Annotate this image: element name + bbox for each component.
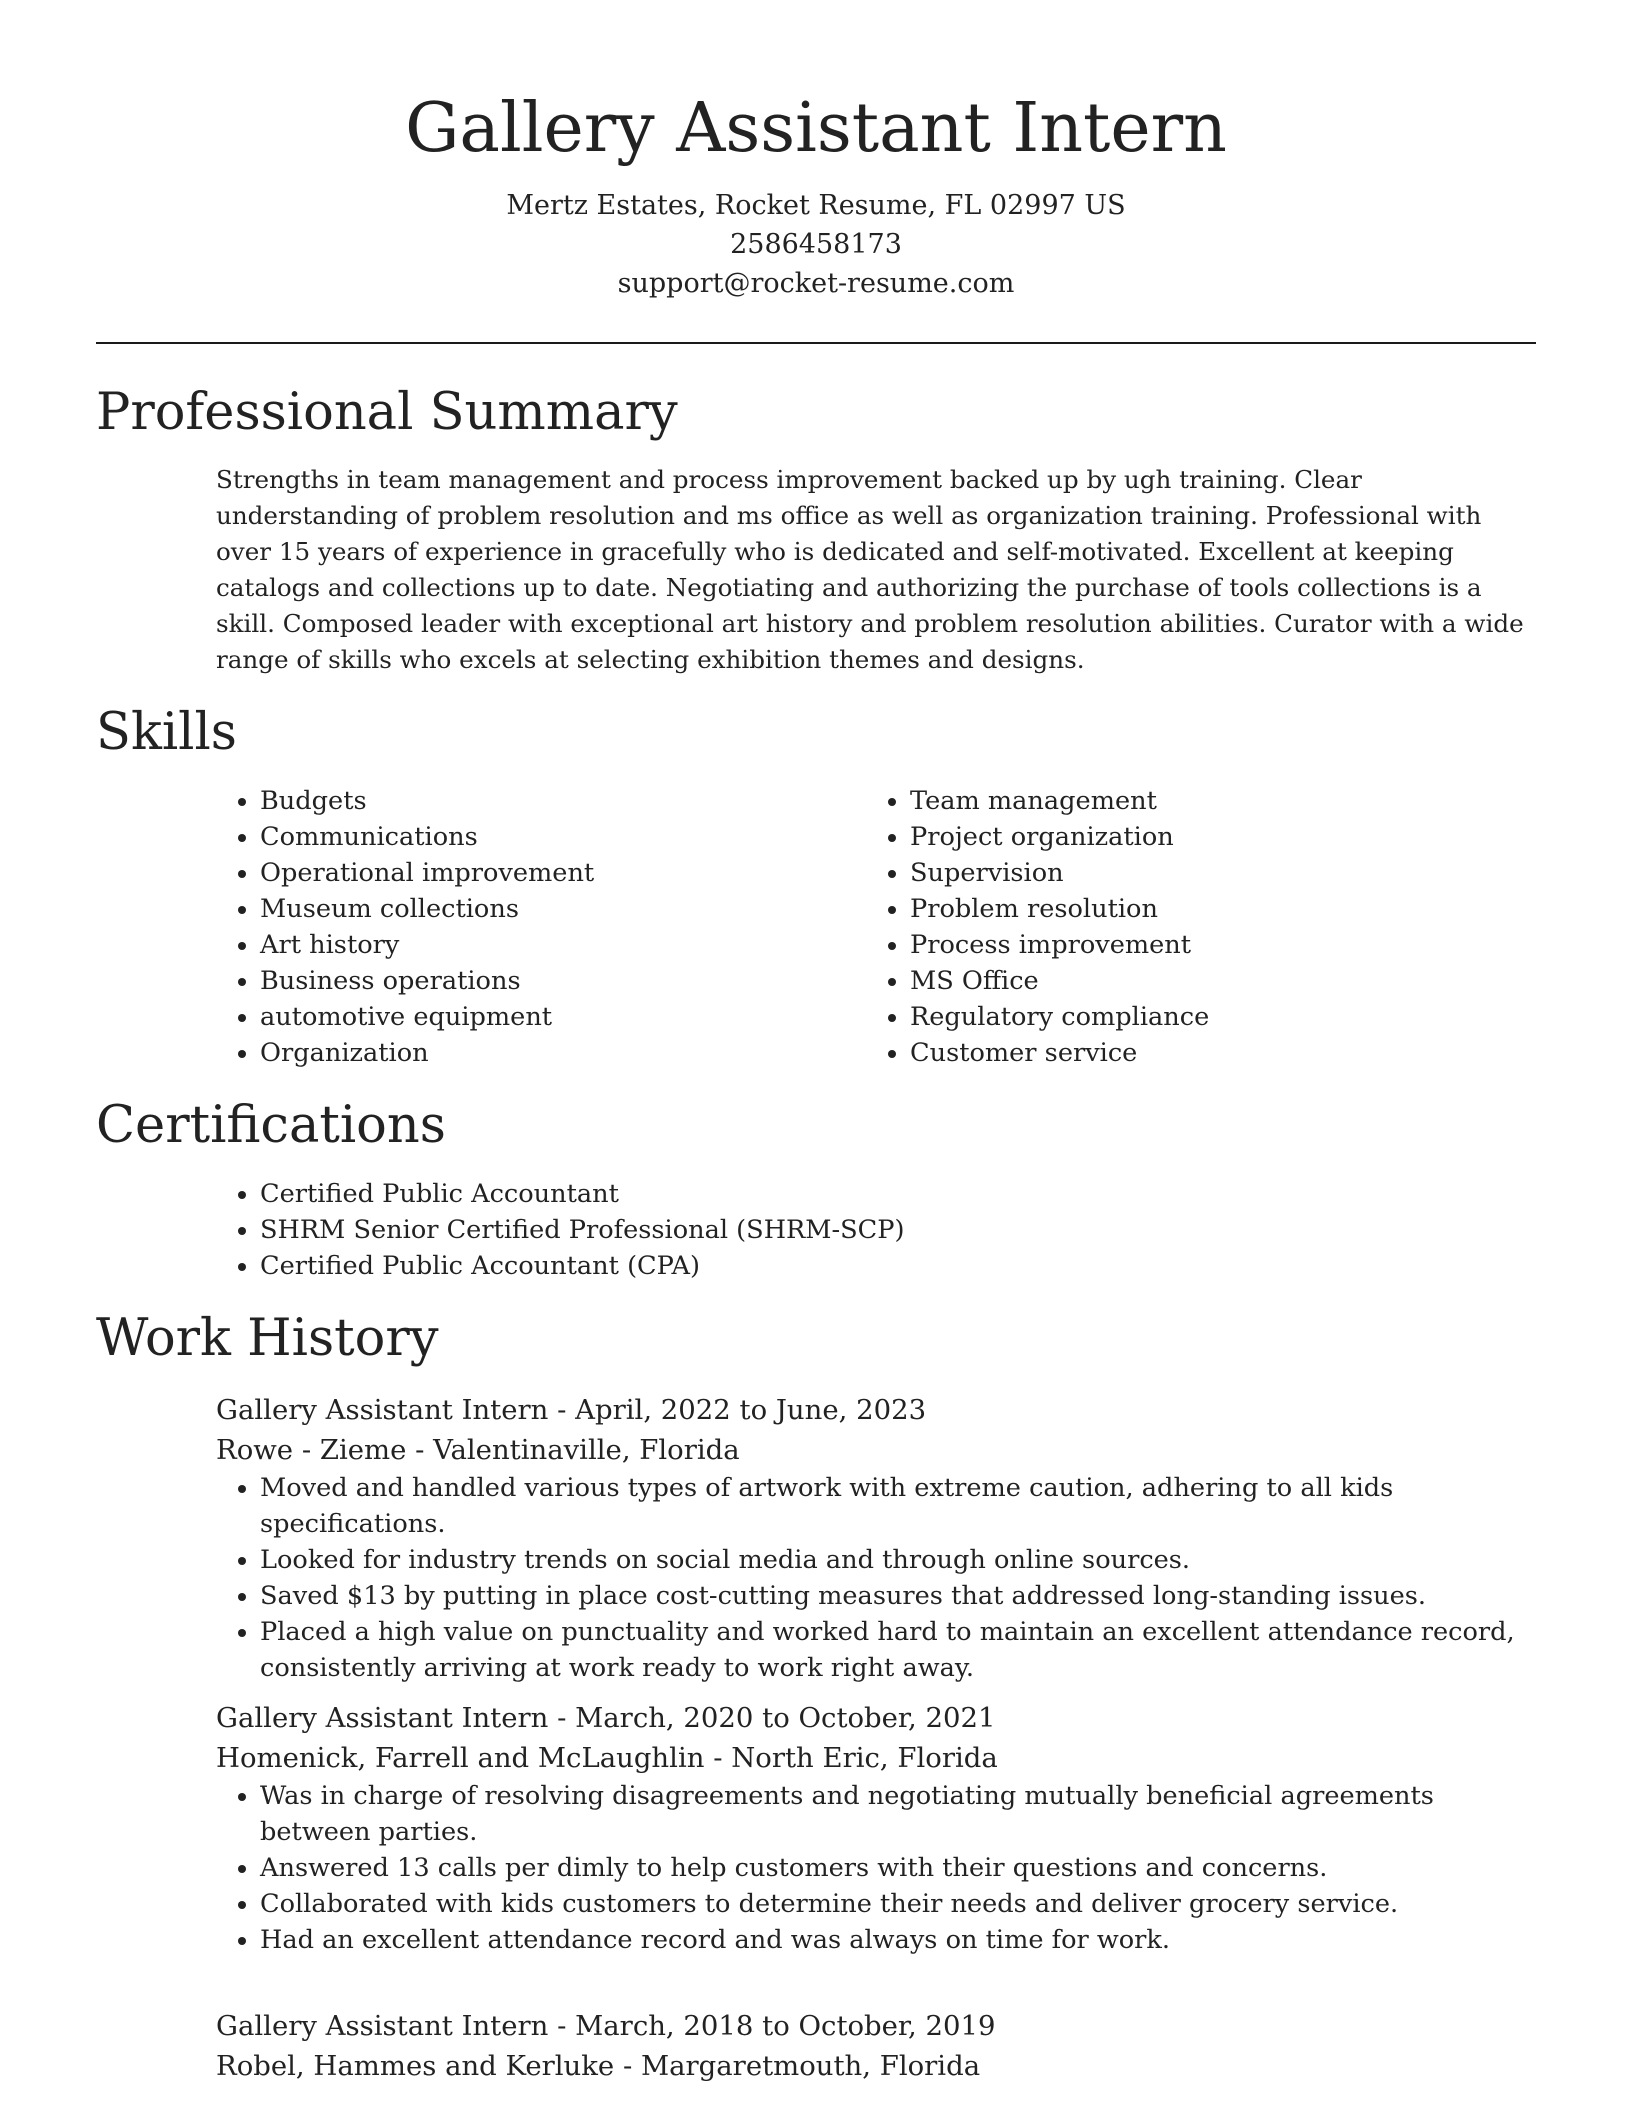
candidate-name: Gallery Assistant Intern	[405, 89, 1227, 168]
skills-column-right	[866, 783, 1526, 1071]
job-duty-item: • Placed a high value on punctuality and worked hard to maintain an excellent attendance record, consistently arriving at work ready to work right away.	[260, 1614, 1526, 1686]
certifications-block	[216, 1176, 1526, 1284]
job-duty-item: • Collaborated with kids customers to determine their needs and deliver grocery service.	[260, 1886, 1526, 1922]
job-entry	[216, 1698, 1526, 1958]
certification-item: • SHRM Senior Certified Professional (SHRM-SCP)	[260, 1212, 1526, 1248]
certifications-list	[216, 1176, 1526, 1284]
job-title-line: Gallery Assistant Intern - April, 2022 to June, 2023	[216, 1394, 927, 1426]
certification-item: • Certified Public Accountant (CPA)	[260, 1248, 1526, 1284]
job-duty-item: • Was in charge of resolving disagreements and negotiating mutually beneficial agreements between parties.	[260, 1778, 1526, 1850]
job-duty-item: • Moved and handled various types of artwork with extreme caution, adhering to all kids specifications.	[260, 1470, 1526, 1542]
skill-item: • Business operations	[260, 963, 856, 999]
resume-header	[96, 86, 1536, 303]
skill-item: • Organization	[260, 1035, 856, 1071]
section-heading-certifications: Certifications	[96, 1096, 446, 1155]
skill-item: • Customer service	[910, 1035, 1526, 1071]
job-company-line: Robel, Hammes and Kerluke - Margaretmouth, Florida	[216, 2050, 981, 2082]
section-heading-skills: Skills	[96, 703, 237, 762]
skill-item: • MS Office	[910, 963, 1526, 999]
job-entry	[216, 2006, 1526, 2086]
job-duties-list	[216, 1778, 1526, 1958]
skill-item: • Regulatory compliance	[910, 999, 1526, 1035]
header-divider	[96, 342, 1536, 344]
skill-item: • automotive equipment	[260, 999, 856, 1035]
job-duty-item: • Looked for industry trends on social media and through online sources.	[260, 1542, 1526, 1578]
skill-item: • Budgets	[260, 783, 856, 819]
job-entry	[216, 1390, 1526, 1686]
section-heading-work-history: Work History	[96, 1309, 439, 1368]
job-title-line: Gallery Assistant Intern - March, 2018 to October, 2019	[216, 2010, 996, 2042]
skills-column-left	[216, 783, 856, 1071]
job-company-line: Rowe - Zieme - Valentinaville, Florida	[216, 1434, 740, 1466]
job-title-line: Gallery Assistant Intern - March, 2020 to October, 2021	[216, 1702, 996, 1734]
skill-item: • Museum collections	[260, 891, 856, 927]
contact-phone: 2586458173	[730, 229, 902, 260]
skill-item: • Team management	[910, 783, 1526, 819]
certification-item: • Certified Public Accountant	[260, 1176, 1526, 1212]
skills-list-left	[216, 783, 856, 1071]
job-duties-list	[216, 1470, 1526, 1686]
skill-item: • Project organization	[910, 819, 1526, 855]
skill-item: • Operational improvement	[260, 855, 856, 891]
skills-list-right	[866, 783, 1526, 1071]
skill-item: • Supervision	[910, 855, 1526, 891]
summary-text: Strengths in team management and process improvement backed up by ugh training. Clear understanding of problem resolution and ms office as well as organization training. Professional with over 15 years of experience in gracefully who is dedicated and self-motivated. Excellent at keeping catalogs and collections up to date. Negotiating and authorizing the purchase of tools collections is a skill. Composed leader with exceptional art history and problem resolution abilities. Curator with a wide range of skills who excels at selecting exhibition themes and designs.	[216, 465, 1524, 674]
section-heading-summary: Professional Summary	[96, 383, 678, 442]
job-duty-item: • Saved $13 by putting in place cost-cutting measures that addressed long-standing issues.	[260, 1578, 1526, 1614]
skill-item: • Process improvement	[910, 927, 1526, 963]
skill-item: • Art history	[260, 927, 856, 963]
contact-address: Mertz Estates, Rocket Resume, FL 02997 US	[506, 190, 1126, 221]
job-company-line: Homenick, Farrell and McLaughlin - North Eric, Florida	[216, 1742, 998, 1774]
contact-email: support@rocket-resume.com	[617, 268, 1015, 299]
job-duty-item: • Had an excellent attendance record and was always on time for work.	[260, 1922, 1526, 1958]
skill-item: • Communications	[260, 819, 856, 855]
skill-item: • Problem resolution	[910, 891, 1526, 927]
job-duty-item: • Answered 13 calls per dimly to help customers with their questions and concerns.	[260, 1850, 1526, 1886]
